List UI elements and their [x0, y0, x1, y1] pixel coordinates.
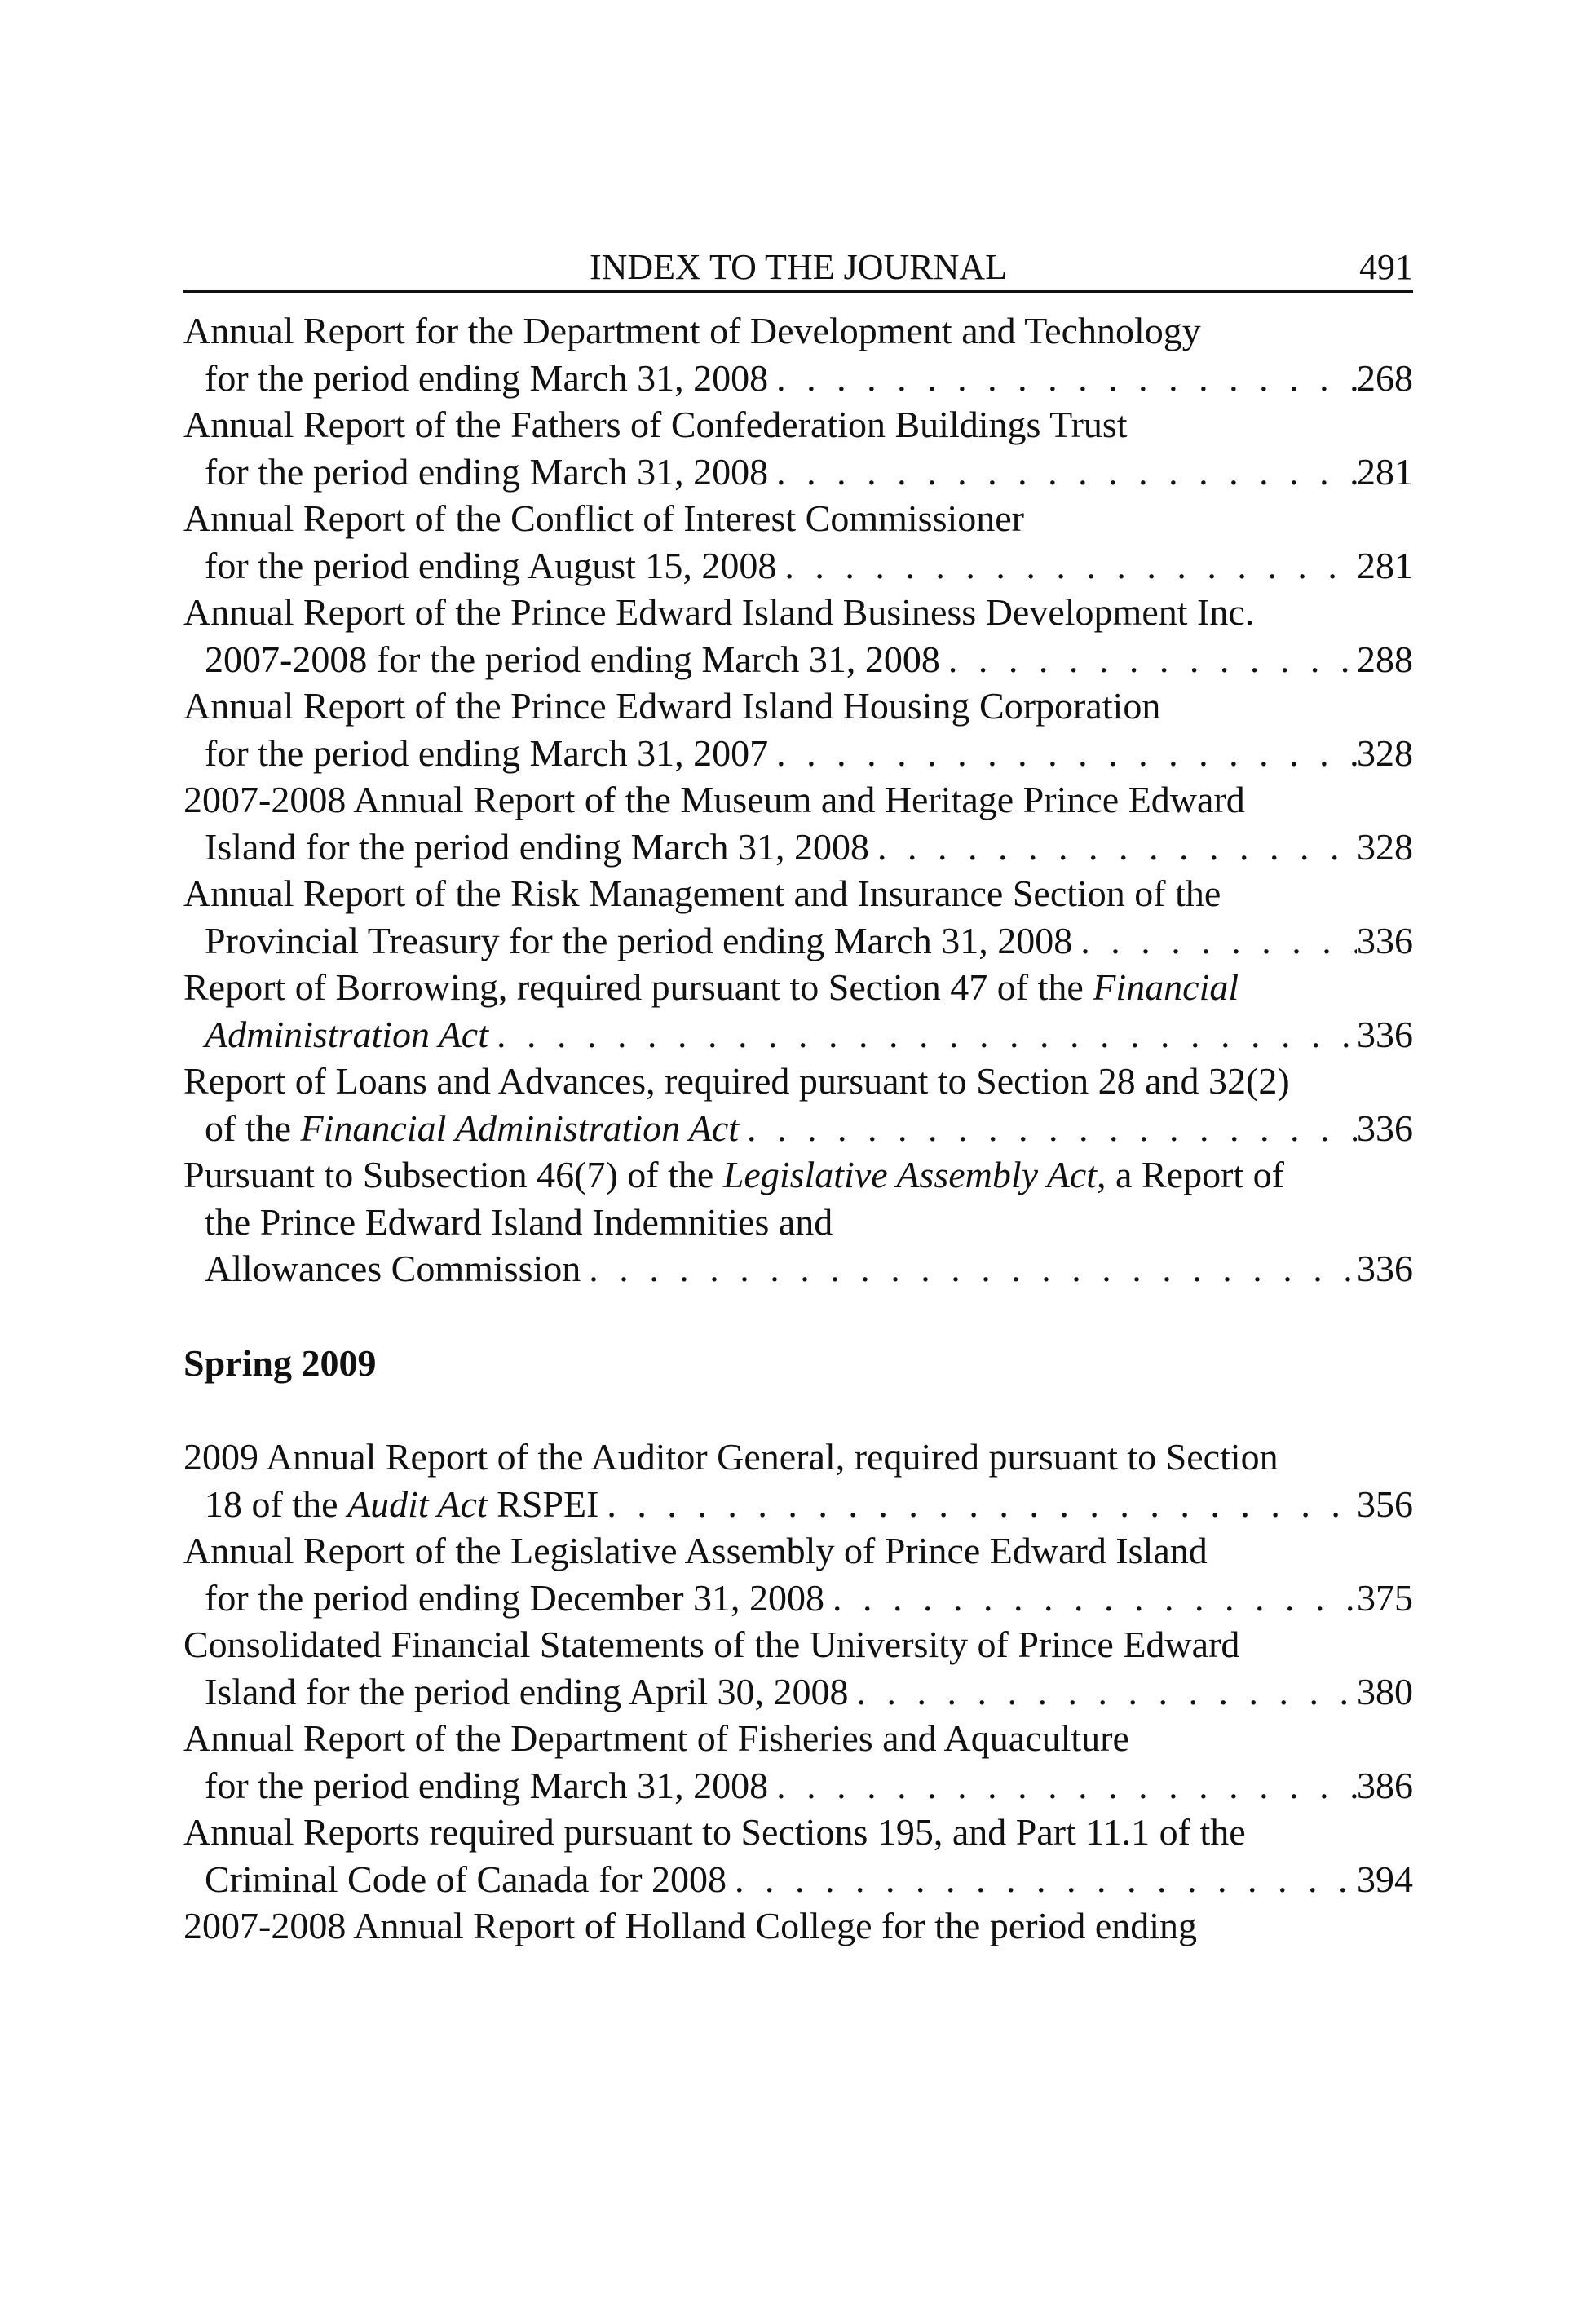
entry-detail: 18 of the Audit Act RSPEI — [205, 1482, 599, 1525]
dot-leader — [768, 1762, 1357, 1809]
entry-detail: for the period ending August 15, 2008 — [205, 544, 777, 586]
entry-title: Annual Report of the Legislative Assembly of Prince Edward Island — [183, 1530, 1208, 1571]
entry-page-number: 394 — [1357, 1858, 1413, 1900]
entry-detail: Island for the period ending April 30, 2008 — [205, 1670, 849, 1712]
index-entries — [183, 307, 1413, 1950]
dot-leader — [598, 1481, 1357, 1528]
header-title: INDEX TO THE JOURNAL — [589, 247, 1008, 287]
entry-page-number: 336 — [1357, 1248, 1413, 1289]
index-entry — [183, 1434, 1413, 1527]
entry-detail: for the period ending December 31, 2008 — [205, 1576, 825, 1619]
dot-leader — [869, 824, 1357, 871]
entry-detail — [205, 1011, 488, 1058]
entry-title: 2009 Annual Report of the Auditor General, required pursuant to Section — [183, 1436, 1279, 1478]
entry-detail: Island for the period ending March 31, 2008 — [205, 825, 870, 868]
dot-leader — [581, 1245, 1357, 1292]
entry-page-number: 328 — [1357, 731, 1413, 774]
entry-page-number: 356 — [1357, 1482, 1413, 1525]
dot-leader — [768, 448, 1357, 496]
entry-page-number: 328 — [1357, 825, 1413, 868]
entry-detail: for the period ending March 31, 2008 — [205, 356, 769, 399]
entry-title: Annual Report of the Department of Fisheries and Aquaculture — [183, 1717, 1129, 1759]
dot-leader — [776, 542, 1357, 590]
dot-leader — [940, 636, 1357, 683]
index-entry — [183, 1527, 1413, 1621]
entry-title: Annual Report of the Prince Edward Island Housing Corporation — [183, 685, 1161, 727]
index-entry — [183, 1151, 1413, 1292]
index-entry — [183, 1715, 1413, 1809]
entry-detail: Allowances Commission — [205, 1248, 581, 1289]
entry-detail: for the period ending March 31, 2008 — [205, 450, 769, 493]
dot-leader — [727, 1856, 1357, 1903]
dot-leader — [824, 1575, 1357, 1622]
entry-title: Annual Report of the Risk Management and Insurance Section of the — [183, 873, 1221, 914]
index-entry — [183, 964, 1413, 1058]
page-number: 491 — [1359, 247, 1413, 287]
dot-leader — [768, 355, 1357, 402]
index-entry — [183, 1621, 1413, 1715]
index-entry — [183, 776, 1413, 870]
dot-leader — [739, 1105, 1357, 1152]
act-title: Financial Administration Act — [300, 1107, 740, 1149]
entry-title: Annual Reports required pursuant to Sections 195, and Part 11.1 of the — [183, 1811, 1246, 1853]
index-entry — [183, 1809, 1413, 1902]
section-heading: Spring 2009 — [183, 1341, 377, 1384]
act-title: Administration Act — [205, 1013, 488, 1055]
act-title: Financial — [1093, 966, 1239, 1008]
entry-detail: for the period ending March 31, 2007 — [205, 731, 769, 774]
entry-detail: 2007-2008 for the period ending March 31, 2008 — [205, 638, 940, 680]
entry-title: Pursuant to Subsection 46(7) of the Legislative Assembly Act, a Report of — [183, 1154, 1284, 1195]
entry-title: Annual Report of the Conflict of Interest Commissioner — [183, 497, 1024, 539]
entry-detail: Provincial Treasury for the period ending March 31, 2008 — [205, 919, 1073, 961]
entry-page-number: 268 — [1357, 356, 1413, 399]
dot-leader — [849, 1668, 1357, 1716]
entry-page-number: 380 — [1357, 1670, 1413, 1712]
act-title: Audit Act — [347, 1482, 488, 1525]
dot-leader — [768, 730, 1357, 777]
entry-page-number: 336 — [1357, 919, 1413, 961]
index-page — [183, 245, 1413, 1950]
entry-title: 2007-2008 Annual Report of Holland College for the period ending — [183, 1905, 1198, 1946]
index-entry — [183, 307, 1413, 401]
entry-page-number: 288 — [1357, 638, 1413, 680]
entry-page-number: 375 — [1357, 1576, 1413, 1619]
entry-title: Consolidated Financial Statements of the University of Prince Edward — [183, 1624, 1240, 1665]
running-header — [183, 245, 1413, 293]
entry-title: Annual Report for the Department of Development and Technology — [183, 310, 1201, 351]
entry-detail: for the period ending March 31, 2008 — [205, 1764, 769, 1806]
entry-detail: of the Financial Administration Act — [205, 1107, 740, 1149]
act-title: Legislative Assembly Act — [722, 1154, 1098, 1195]
entry-page-number: 281 — [1357, 544, 1413, 586]
index-entry — [183, 1902, 1413, 1950]
index-entry — [183, 589, 1413, 683]
entry-page-number: 386 — [1357, 1764, 1413, 1806]
entry-title: Annual Report of the Prince Edward Island Business Development Inc. — [183, 591, 1255, 633]
entry-page-number: 336 — [1357, 1107, 1413, 1149]
index-entry — [183, 1058, 1413, 1151]
dot-leader — [1072, 917, 1357, 965]
entry-page-number: 336 — [1357, 1013, 1413, 1055]
index-entry — [183, 495, 1413, 589]
index-entry — [183, 870, 1413, 964]
entry-page-number: 281 — [1357, 450, 1413, 493]
entry-detail: Criminal Code of Canada for 2008 — [205, 1858, 727, 1900]
index-entry — [183, 683, 1413, 776]
entry-title: Report of Borrowing, required pursuant to Section 47 of the Financial — [183, 966, 1239, 1008]
index-entry — [183, 401, 1413, 495]
dot-leader — [488, 1011, 1357, 1058]
entry-title: Annual Report of the Fathers of Confederation Buildings Trust — [183, 404, 1128, 445]
entry-title: 2007-2008 Annual Report of the Museum and Heritage Prince Edward — [183, 779, 1245, 820]
entry-title: Report of Loans and Advances, required pursuant to Section 28 and 32(2) — [183, 1060, 1290, 1102]
entry-continuation: the Prince Edward Island Indemnities and — [205, 1200, 833, 1243]
